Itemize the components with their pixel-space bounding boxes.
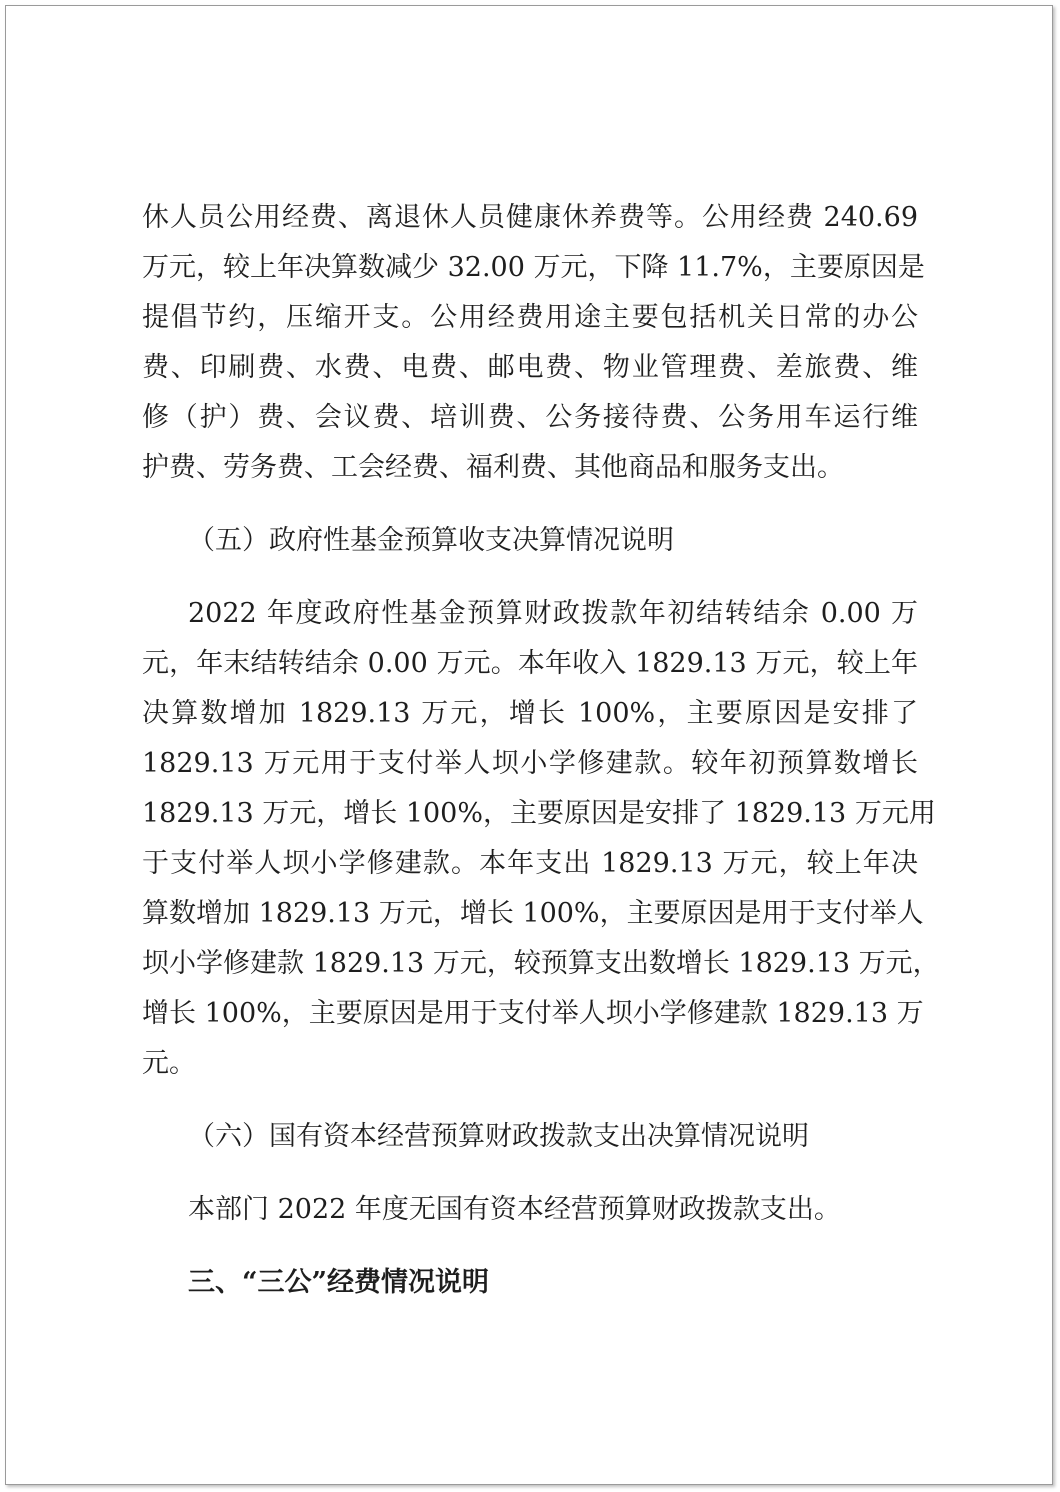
text-line: 增长 100%，主要原因是用于支付举人坝小学修建款 1829.13 万 bbox=[142, 998, 924, 1029]
text-line: 修（护）费、会议费、培训费、公务接待费、公务用车运行维 bbox=[142, 402, 918, 433]
section-six-heading: （六）国有资本经营预算财政拨款支出决算情况说明 bbox=[188, 1121, 809, 1152]
text-line: 万元，较上年决算数减少 32.00 万元，下降 11.7%，主要原因是 bbox=[142, 252, 925, 283]
text-line: 提倡节约，压缩开支。公用经费用途主要包括机关日常的办公 bbox=[142, 302, 918, 333]
text-line: 护费、劳务费、工会经费、福利费、其他商品和服务支出。 bbox=[142, 452, 844, 483]
text-line: 于支付举人坝小学修建款。本年支出 1829.13 万元，较上年决 bbox=[142, 848, 918, 879]
text-line: 元。 bbox=[142, 1048, 196, 1079]
text-line: 元，年末结转结余 0.00 万元。本年收入 1829.13 万元，较上年 bbox=[142, 648, 918, 679]
section-six-paragraph: 本部门 2022 年度无国有资本经营预算财政拨款支出。 bbox=[188, 1194, 841, 1225]
text-line: 1829.13 万元用于支付举人坝小学修建款。较年初预算数增长 bbox=[142, 748, 918, 779]
document-body bbox=[142, 193, 940, 1308]
section-three-heading: 三、“三公”经费情况说明 bbox=[188, 1267, 490, 1298]
text-line: 费、印刷费、水费、电费、邮电费、物业管理费、差旅费、维 bbox=[142, 352, 918, 383]
text-line: 算数增加 1829.13 万元，增长 100%，主要原因是用于支付举人 bbox=[142, 898, 924, 929]
text-line: 1829.13 万元，增长 100%，主要原因是安排了 1829.13 万元用 bbox=[142, 798, 936, 829]
text-line: 决算数增加 1829.13 万元，增长 100%，主要原因是安排了 bbox=[142, 698, 918, 729]
section-four-tail-paragraph bbox=[142, 193, 925, 493]
section-five-heading: （五）政府性基金预算收支决算情况说明 bbox=[188, 525, 674, 556]
text-line: 休人员公用经费、离退休人员健康休养费等。公用经费 240.69 bbox=[142, 202, 918, 233]
section-five-paragraph bbox=[142, 589, 940, 1089]
text-line: 2022 年度政府性基金预算财政拨款年初结转结余 0.00 万 bbox=[188, 598, 918, 629]
text-line: 坝小学修建款 1829.13 万元，较预算支出数增长 1829.13 万元， bbox=[142, 948, 940, 979]
